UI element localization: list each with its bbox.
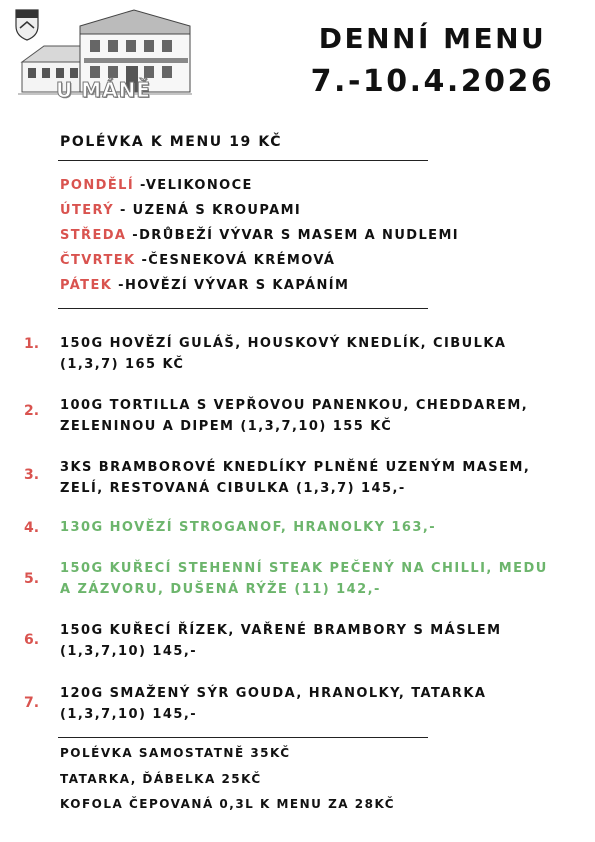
soup-day: ČTVRTEK: [60, 253, 136, 268]
soup-row-tuesday: [60, 203, 301, 218]
divider: [58, 160, 428, 161]
menu-item-number: 1.: [24, 336, 40, 352]
footer-note: TATARKA, ĎÁBELKA 25KČ: [60, 772, 262, 786]
soup-dish: - UZENÁ S KROUPAMI: [114, 203, 302, 218]
logo-text: U MÁNĚ: [56, 78, 151, 102]
soup-day: STŘEDA: [60, 228, 127, 243]
soup-day: PONDĚLÍ: [60, 178, 135, 193]
soup-row-wednesday: [60, 228, 459, 243]
menu-item-number: 7.: [24, 695, 40, 711]
menu-item-number: 3.: [24, 467, 40, 483]
soup-row-monday: [60, 178, 253, 193]
divider: [58, 737, 428, 738]
menu-item: 150G HOVĚZÍ GULÁŠ, HOUSKOVÝ KNEDLÍK, CIBULKA (1,3,7) 165 KČ: [60, 336, 507, 372]
divider: [58, 308, 428, 309]
soup-day: PÁTEK: [60, 278, 113, 293]
menu-item-number: 6.: [24, 632, 40, 648]
menu-item: 130G HOVĚZÍ STROGANOF, HRANOLKY 163,-: [60, 520, 437, 535]
menu-item: 150G KUŘECÍ ŘÍZEK, VAŘENÉ BRAMBORY S MÁSLEM (1,3,7,10) 145,-: [60, 623, 502, 659]
footer-note: KOFOLA ČEPOVANÁ 0,3L K MENU ZA 28KČ: [60, 797, 396, 811]
soup-row-friday: [60, 278, 349, 293]
coat-of-arms-icon: [16, 10, 38, 40]
menu-item-number: 4.: [24, 520, 40, 536]
soup-heading: POLÉVKA K MENU 19 KČ: [60, 134, 283, 150]
soup-dish: -ČESNEKOVÁ KRÉMOVÁ: [135, 253, 336, 268]
menu-item: 150G KUŘECÍ STEHENNÍ STEAK PEČENÝ NA CHILLI, MEDU A ZÁZVORU, DUŠENÁ RÝŽE (11) 142,-: [60, 561, 548, 597]
menu-item: 3KS BRAMBOROVÉ KNEDLÍKY PLNĚNÉ UZENÝM MASEM, ZELÍ, RESTOVANÁ CIBULKA (1,3,7) 145,-: [60, 460, 531, 496]
footer-note: POLÉVKA SAMOSTATNĚ 35KČ: [60, 746, 291, 760]
soup-day: ÚTERÝ: [60, 203, 115, 218]
soup-dish: -HOVĚZÍ VÝVAR S KAPÁNÍM: [112, 278, 350, 293]
menu-item-number: 2.: [24, 403, 40, 419]
soup-row-thursday: [60, 253, 335, 268]
menu-item: 120G SMAŽENÝ SÝR GOUDA, HRANOLKY, TATARKA (1,3,7,10) 145,-: [60, 686, 487, 722]
page-title: DENNÍ MENU: [318, 22, 547, 55]
menu-item: 100G TORTILLA S VEPŘOVOU PANENKOU, CHEDDAREM, ZELENINOU A DIPEM (1,3,7,10) 155 KČ: [60, 398, 529, 434]
soup-dish: -DRŮBEŽÍ VÝVAR S MASEM A NUDLEMI: [126, 228, 460, 243]
soup-dish: -VELIKONOCE: [134, 178, 253, 193]
menu-item-number: 5.: [24, 571, 40, 587]
date-range: 7.-10.4.2026: [310, 64, 555, 99]
